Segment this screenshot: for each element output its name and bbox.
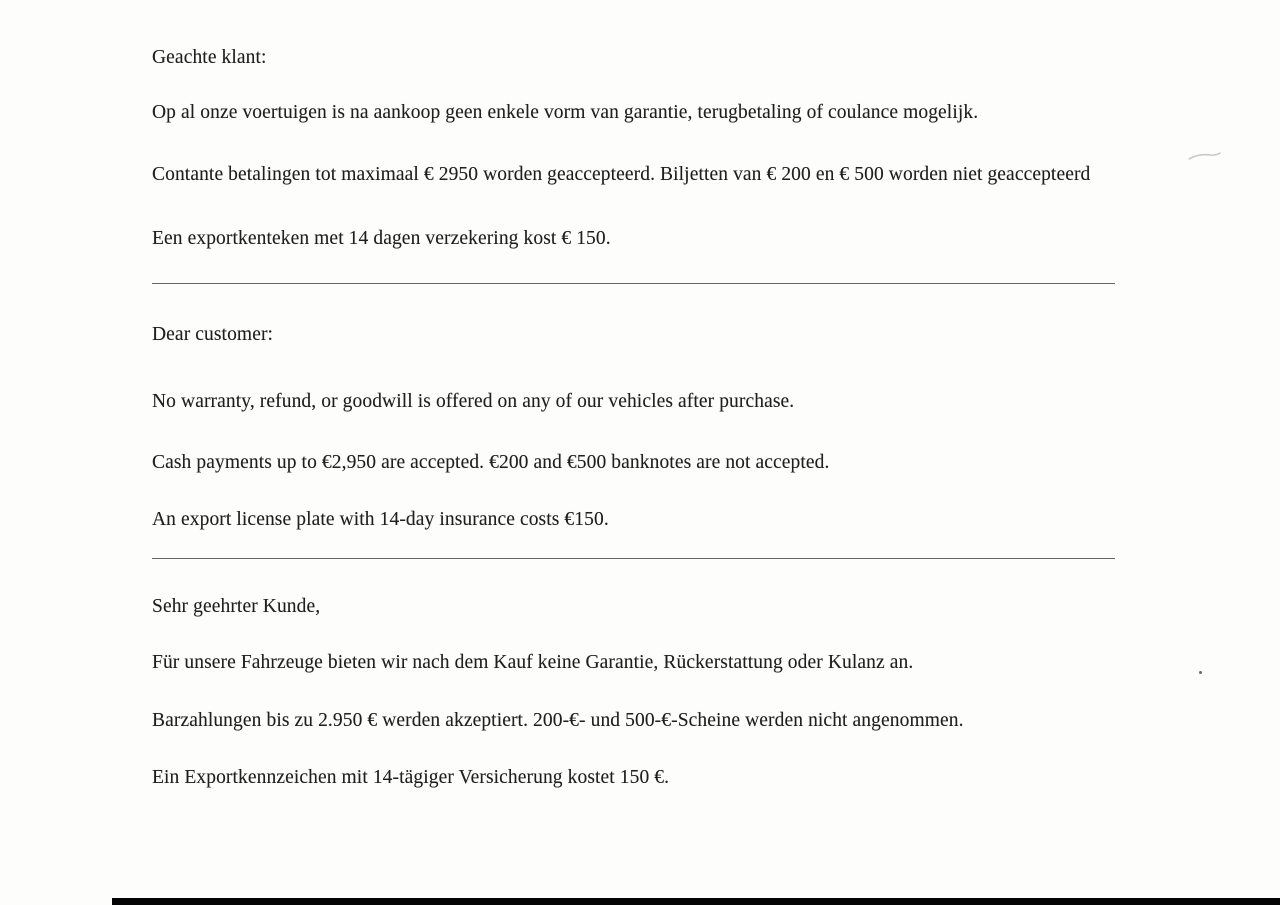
section-divider-2: [152, 558, 1115, 559]
greeting-dutch: Geachte klant:: [152, 47, 267, 68]
paragraph-english-export-plate: An export license plate with 14-day insurance costs €150.: [152, 509, 609, 530]
paragraph-german-warranty: Für unsere Fahrzeuge bieten wir nach dem Kauf keine Garantie, Rückerstattung oder Kulanz an.: [152, 652, 914, 673]
scanner-edge-bar: [112, 898, 1280, 905]
paragraph-dutch-warranty: Op al onze voertuigen is na aankoop geen enkele vorm van garantie, terugbetaling of coulance mogelijk.: [152, 102, 979, 123]
paragraph-english-cash: Cash payments up to €2,950 are accepted. €200 and €500 banknotes are not accepted.: [152, 452, 830, 473]
paragraph-dutch-cash: Contante betalingen tot maximaal € 2950 worden geaccepteerd. Biljetten van € 200 en € 500 worden niet geaccepteerd: [152, 164, 1091, 185]
greeting-english: Dear customer:: [152, 324, 274, 345]
paragraph-german-cash: Barzahlungen bis zu 2.950 € werden akzeptiert. 200-€- und 500-€-Scheine werden nicht angenommen.: [152, 710, 964, 731]
section-divider-1: [152, 283, 1115, 284]
greeting-german: Sehr geehrter Kunde,: [152, 596, 321, 617]
paragraph-dutch-export-plate: Een exportkenteken met 14 dagen verzekering kost € 150.: [152, 228, 611, 249]
scan-speck: [1199, 671, 1202, 674]
paragraph-german-export-plate: Ein Exportkennzeichen mit 14-tägiger Versicherung kostet 150 €.: [152, 767, 670, 788]
paragraph-english-warranty: No warranty, refund, or goodwill is offered on any of our vehicles after purchase.: [152, 391, 795, 412]
pencil-squiggle-mark: [1188, 150, 1222, 164]
